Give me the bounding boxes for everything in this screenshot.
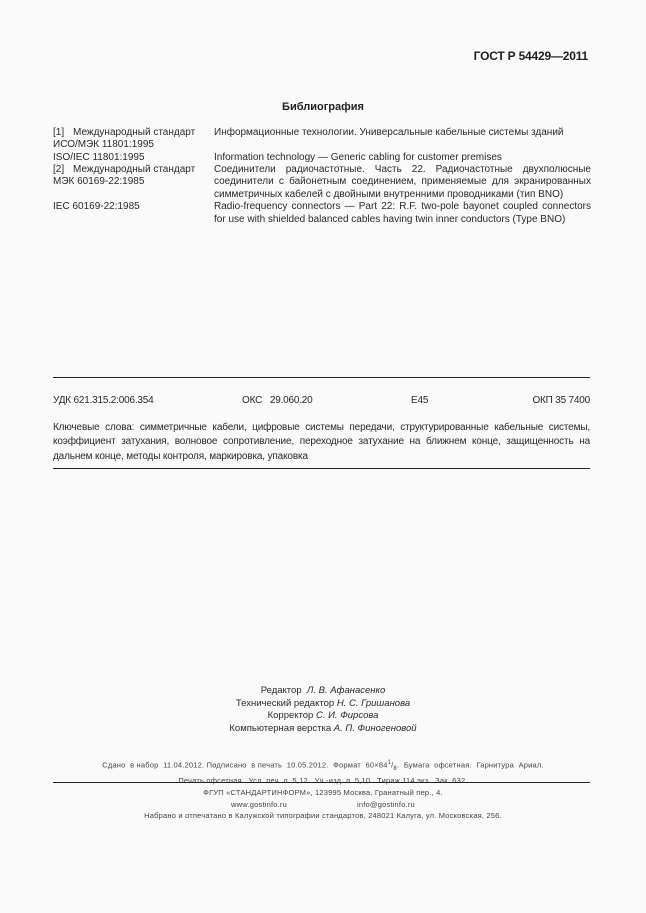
credit-editor [0,685,646,698]
credits-block [0,685,646,735]
credit-role: Корректор [267,710,314,721]
entry-1-titles [214,127,591,164]
oks-code: ОКС 29.060.20 [242,395,313,406]
entry-2-titles [214,164,591,226]
e-code: Е45 [411,395,429,406]
document-id-header: ГОСТ Р 54429—2011 [473,49,588,63]
printing-house: Набрано и отпечатано в Калужской типографии стандартов, 248021 Калуга, ул. Московская, 256. [144,811,502,820]
imprint-line-1: Сдано в набор 11.04.2012. Подписано в печать 10.05.2012. Формат $60\times 84^1/_8$. Бумага офсетная. Гарнитура Ариал. [102,760,544,772]
credit-name: А. П. Финогеновой [333,722,417,734]
publisher-address: ФГУП «СТАНДАРТИНФОРМ», 123995 Москва, Гранатный пер., 4. [203,788,443,797]
format-fraction-numerator: 1 [387,760,392,766]
keywords-paragraph: Ключевые слова: симметричные кабели, цифровые системы передачи, структурированные кабельные системы, коэффициент затухания, волновое сопротивление, переходное затухание на ближнем конце, защищенность на дальнем конце, методы контроля, маркировка, упаковка [53,422,590,462]
entry-2-ref-en: IEC 60169-22:1985 [53,201,140,213]
divider-imprint [53,782,590,783]
credit-name: Н. С. Гришанова [336,697,411,709]
imprint-text: Сдано в набор 11.04.2012. Подписано в печать 10.05.2012. Формат 60×84 [102,760,388,770]
credit-name: С. И. Фирсова [315,710,379,721]
udk-code: УДК 621.315.2:006.354 [53,395,154,406]
bibliography-entry-1 [53,127,593,167]
entry-1-title-ru: Информационные технологии. Универсальные кабельные системы зданий [214,127,564,138]
bibliography-title: Библиография [282,101,364,113]
entry-2-title-en: Radio-frequency connectors — Part 22: R.F. two-pole bayonet coupled connectors for use with shielded balanced cables having twin inner conductors (Type BNO) [214,201,591,225]
credit-proofreader [0,710,646,723]
credit-role: Компьютерная верстка [229,722,332,734]
entry-1-ref-en: ISO/IEC 11801:1995 [53,151,145,163]
imprint-line-2: Печать офсетная. Усл. печ. л. 5,12. Уч.-изд. л. 5,10. Тираж 114 экз. Зак. 632. [178,776,468,785]
okp-code: ОКП 35 7400 [532,395,590,406]
credit-tech-editor [0,698,646,711]
entry-1-type: Международный стандарт [73,127,196,138]
divider-keywords [53,468,590,469]
format-fraction-denominator: 8 [393,766,397,772]
entry-2-type: Международный стандарт [73,164,196,175]
publisher-website-link[interactable]: www.gostinfo.ru [231,799,287,809]
entry-2-ref-ru: МЭК 60169-22:1985 [53,176,145,188]
entry-1-reference [53,127,211,164]
entry-1-number: [1] [53,127,65,138]
entry-2-title-ru: Соединители радиочастотные. Часть 22. Радиочастотные двухполюсные соединители с байонетным соединением, применяемые для экранированных симметричных кабелей с двойными внутренними проводниками (тип BNO) [214,164,591,200]
credit-name: Л. В. Афанасенко [306,685,386,696]
entry-2-reference [53,164,211,214]
entry-1-ref-ru: ИСО/МЭК 11801:1995 [53,139,154,151]
credit-role: Технический редактор [235,697,335,709]
credit-role: Редактор [260,685,302,696]
credit-layout [0,723,646,736]
publisher-contacts [0,799,646,811]
publisher-block [0,787,646,822]
entry-1-title-en: Information technology — Generic cabling for customer premises [214,151,502,163]
entry-2-number: [2] [53,164,65,175]
bibliography-entry-2 [53,164,593,226]
divider-top [53,377,590,378]
publisher-email-link[interactable]: info@gostinfo.ru [357,799,415,809]
imprint-text: . Бумага офсетная. Гарнитура Ариал. [396,760,544,770]
